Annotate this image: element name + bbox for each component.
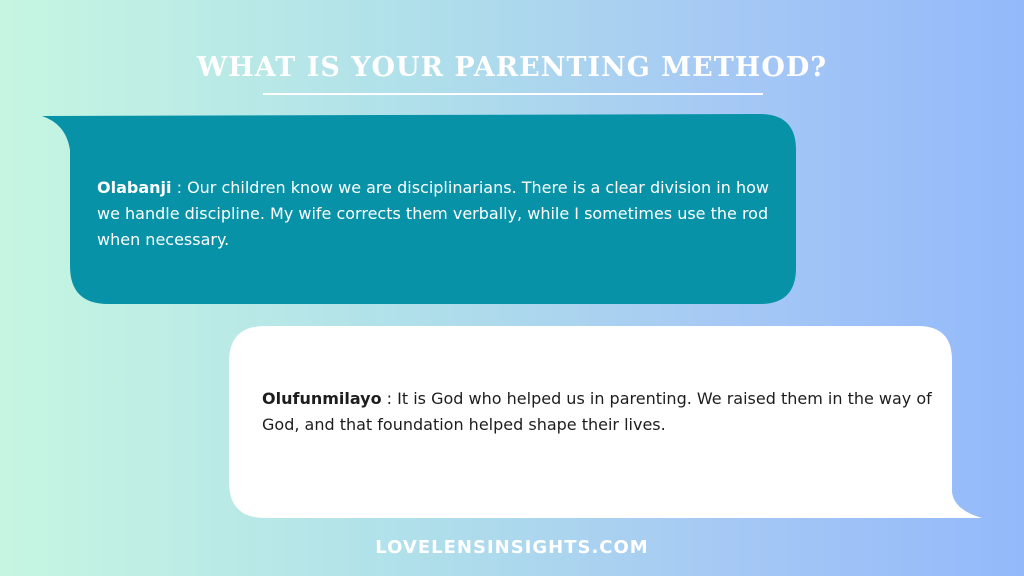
- quote-olufunmilayo: [262, 386, 952, 438]
- quote-text: It is God who helped us in parenting. We raised them in the way of God, and that foundation helped shape their lives.: [262, 389, 932, 434]
- speaker-name: Olabanji: [97, 178, 172, 197]
- quote-olabanji: [97, 175, 777, 253]
- page-title: WHAT IS YOUR PARENTING METHOD?: [196, 52, 828, 83]
- speaker-separator: :: [171, 178, 188, 197]
- speaker-name: Olufunmilayo: [262, 389, 382, 408]
- quote-text: Our children know we are disciplinarians. There is a clear division in how we handle discipline. My wife corrects them verbally, while I sometimes use the rod when necessary.: [97, 178, 769, 249]
- site-url: LOVELENSINSIGHTS.COM: [375, 537, 649, 558]
- speaker-separator: :: [381, 389, 398, 408]
